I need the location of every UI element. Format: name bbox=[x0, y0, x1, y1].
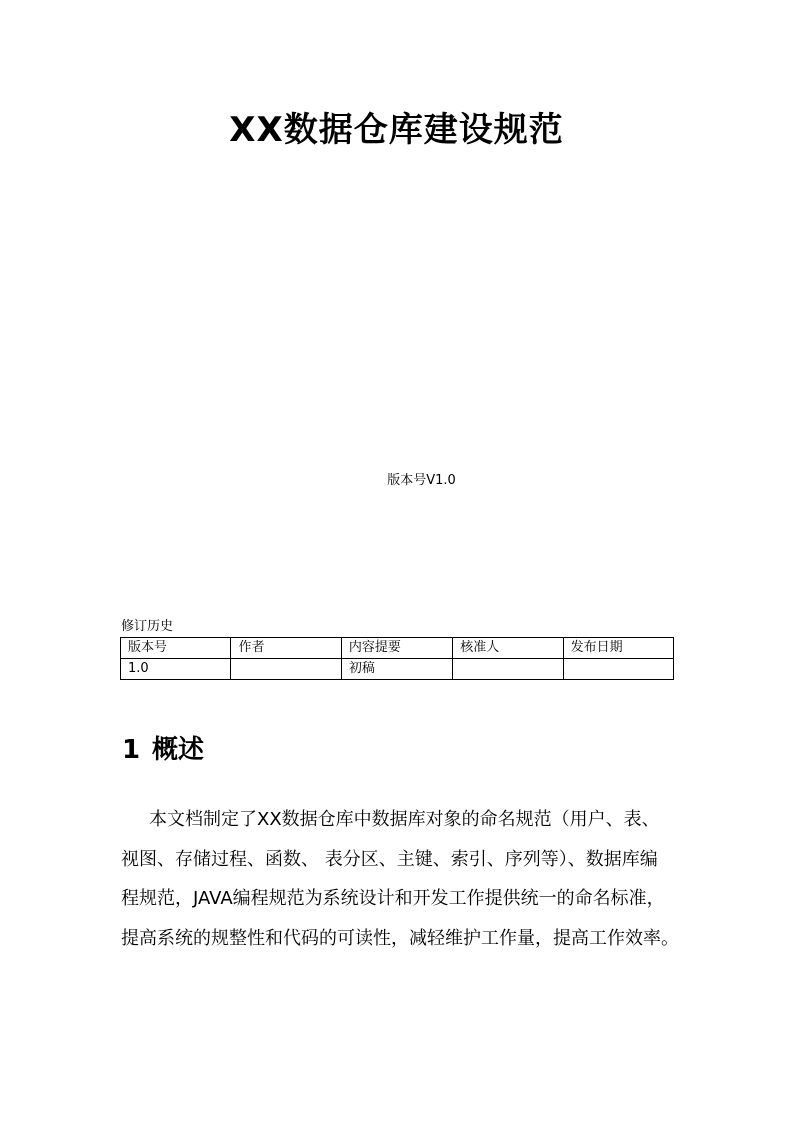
cell-summary: 初稿 bbox=[341, 659, 452, 680]
document-title: XX数据仓库建设规范 bbox=[229, 110, 564, 150]
cell-approver bbox=[453, 659, 563, 680]
section-title: 概述 bbox=[152, 735, 205, 765]
header-approver: 核准人 bbox=[453, 638, 563, 659]
paragraph-line: 程规范，JAVA编程规范为系统设计和开发工作提供统一的命名标准， bbox=[121, 888, 665, 909]
header-version: 版本号 bbox=[121, 638, 231, 659]
cell-release-date bbox=[563, 659, 673, 680]
paragraph-line: 提高系统的规整性和代码的可读性，减轻维护工作量，提高工作效率。 bbox=[121, 927, 679, 949]
header-summary: 内容提要 bbox=[341, 638, 452, 659]
version-number: 版本号V1.0 bbox=[387, 473, 456, 488]
header-release-date: 发布日期 bbox=[563, 638, 673, 659]
cell-version: 1.0 bbox=[121, 659, 231, 680]
table-row bbox=[121, 659, 674, 680]
paragraph-line: 本文档制定了XX数据仓库中数据库对象的命名规范（用户、表、 bbox=[149, 809, 660, 830]
revision-history-table bbox=[120, 637, 674, 680]
revision-history-label: 修订历史 bbox=[121, 619, 174, 634]
table-header-row bbox=[121, 638, 674, 659]
section-number: 1 bbox=[122, 735, 141, 765]
paragraph-line: 视图、存储过程、函数、 表分区、主键、索引、序列等）、数据库编 bbox=[121, 848, 658, 870]
section-heading bbox=[122, 730, 204, 770]
cell-author bbox=[231, 659, 341, 680]
header-author: 作者 bbox=[231, 638, 341, 659]
overview-paragraph bbox=[121, 800, 677, 958]
